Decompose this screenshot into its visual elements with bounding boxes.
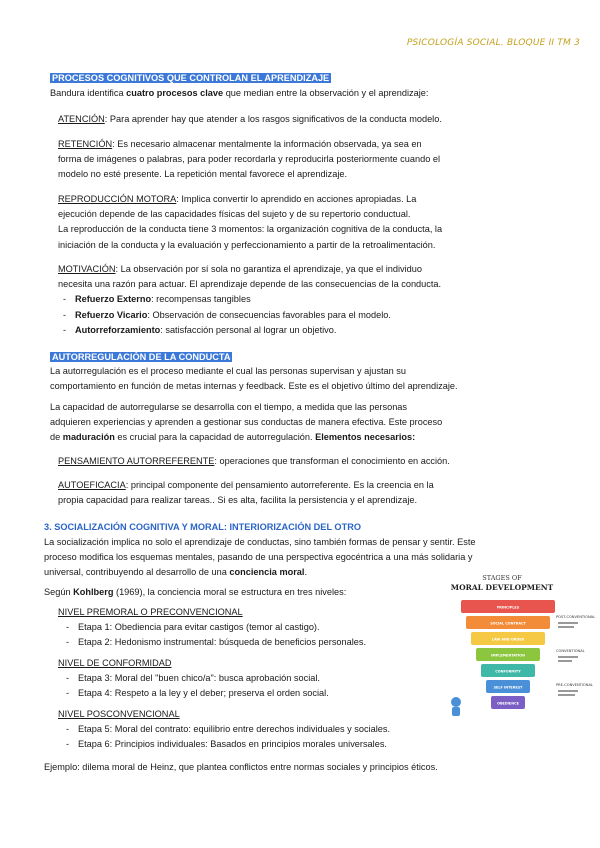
autoeficacia-paragraph: AUTOEFICACIA: principal componente del pensamiento autorreferente. Es la creencia en la propia capacidad para realizar tareas.. Si es alta, facilita la persistencia y el aprendizaje. [58,480,434,506]
list-item: - Etapa 5: Moral del contrato: equilibrio entre derechos individuales y sociales. [58,722,390,737]
stage-label: LAW AND ORDER [491,637,525,642]
stage-label: SELF INTEREST [493,685,523,690]
list-item: - Etapa 3: Moral del "buen chico/a": busca aprobación social. [58,671,329,686]
stage-label: CONFORMITY [495,669,521,674]
list-item: - Refuerzo Externo: recompensas tangibles [55,292,441,307]
figure-title-1: STAGES OF [482,574,522,582]
side-label-pre: PRE-CONVENTIONAL [556,683,593,687]
stage-label: IMPLEMENTATION [491,653,525,658]
list-item: - Etapa 4: Respeto a la ley y el deber; preserva el orden social. [58,686,329,701]
section-3-title: 3. SOCIALIZACIÓN COGNITIVA Y MORAL: INTERIORIZACIÓN DEL OTRO [44,522,361,532]
list-item: - Etapa 6: Principios individuales: Basados en principios morales universales. [58,737,390,752]
stage-label: PRINCIPLES [496,605,520,610]
pensamiento-paragraph: PENSAMIENTO AUTORREFERENTE: operaciones que transforman el conocimiento en acción. [58,456,450,466]
heinz-example: Ejemplo: dilema moral de Heinz, que plantea conflictos entre normas sociales y principios éticos. [44,762,438,772]
list-item: - Autorreforzamiento: satisfacción personal al lograr un objetivo. [55,323,441,338]
section-2-title: AUTORREGULACIÓN DE LA CONDUCTA [52,352,231,362]
stage-label: SOCIAL CONTRACT [490,621,526,626]
list-item: - Etapa 1: Obediencia para evitar castigos (temor al castigo). [58,620,366,635]
section-1-title-text: PROCESOS COGNITIVOS QUE CONTROLAN EL APRENDIZAJE [52,73,330,83]
atencion-paragraph: ATENCIÓN: Para aprender hay que atender a los rasgos significativos de la conducta modelo. [58,114,442,124]
section-1-title [50,71,331,86]
level-premoral: NIVEL PREMORAL O PRECONVENCIONAL - Etapa 1: Obediencia para evitar castigos (temor al castigo). - Etapa 2: Hedonismo instrumental: búsqueda de beneficios personales. [58,605,366,651]
person-icon [451,697,461,707]
side-label-post: POST-CONVENTIONAL [556,615,596,619]
side-label-conv: CONVENTIONAL [556,649,585,653]
level-posconvencional: NIVEL POSCONVENCIONAL - Etapa 5: Moral del contrato: equilibrio entre derechos individuales y sociales. - Etapa 6: Principios individuales: Basados en principios morales universales. [58,707,390,753]
section-2-p1: La autorregulación es el proceso mediante el cual las personas supervisan y ajustan su comportamiento en función de metas internas y feedback. Este es el objetivo último del aprendizaje. [50,366,458,392]
level-conformidad: NIVEL DE CONFORMIDAD - Etapa 3: Moral del "buen chico/a": busca aprobación social. - Etapa 4: Respeto a la ley y el deber; preserva el orden social. [58,656,329,702]
section-1-intro: Bandura identifica cuatro procesos clave que median entre la observación y el aprendizaje: [50,88,429,98]
stage-label: OBEDIENCE [497,701,519,706]
page-header: PSICOLOGÍA SOCIAL. BLOQUE II TM 3 [406,38,580,48]
moral-development-figure [442,570,596,720]
figure-title-2: MORAL DEVELOPMENT [450,583,554,592]
list-item: - Etapa 2: Hedonismo instrumental: búsqueda de beneficios personales. [58,635,366,650]
kohlberg-intro: Según Kohlberg (1969), la conciencia moral se estructura en tres niveles: [44,587,347,597]
retencion-paragraph: RETENCIÓN: Es necesario almacenar mentalmente la información observada, ya sea en forma de imágenes o palabras, para poder recordarla y reproducirla posteriormente cuando el modelo no esté presente. La repetición mental favorece el aprendizaje. [58,139,441,180]
reproduccion-paragraph: REPRODUCCIÓN MOTORA: Implica convertir lo aprendido en acciones apropiadas. La ejecución depende de las capacidades físicas del sujeto y de su repertorio conductual. La reproducción de la conducta tiene 3 momentos: la organización cognitiva de la conducta, la iniciación de la conducta y la evaluación y perfeccionamiento a partir de la retroalimentación. [58,194,443,250]
section-3-p1: La socialización implica no solo el aprendizaje de conductas, sino también formas de pensar y sentir. Este proceso modifica los esquemas mentales, pasando de una perspectiva egocéntrica a una más solidaria y universal, contribuyendo al desarrollo de una conciencia moral. [44,537,476,578]
motivacion-paragraph: MOTIVACIÓN: La observación por sí sola no garantiza el aprendizaje, ya que el individuo necesita una razón para actuar. El aprendizaje depende de las consecuencias de la conducta. - Refuerzo Externo: recompensas tangibles - Refuerzo Vicario: Observación de consecuencias favorables para el modelo. - Autorreforzamiento: satisfacción personal al lograr un objetivo. [58,262,441,338]
list-item: - Refuerzo Vicario: Observación de consecuencias favorables para el modelo. [55,308,441,323]
section-2-p2: La capacidad de autorregularse se desarrolla con el tiempo, a medida que las personas adquieren experiencias y aprenden a gestionar sus conductas de manera efectiva. Este proceso de maduración es crucial para la capacidad de autorregulación. Elementos necesarios: [50,402,443,443]
